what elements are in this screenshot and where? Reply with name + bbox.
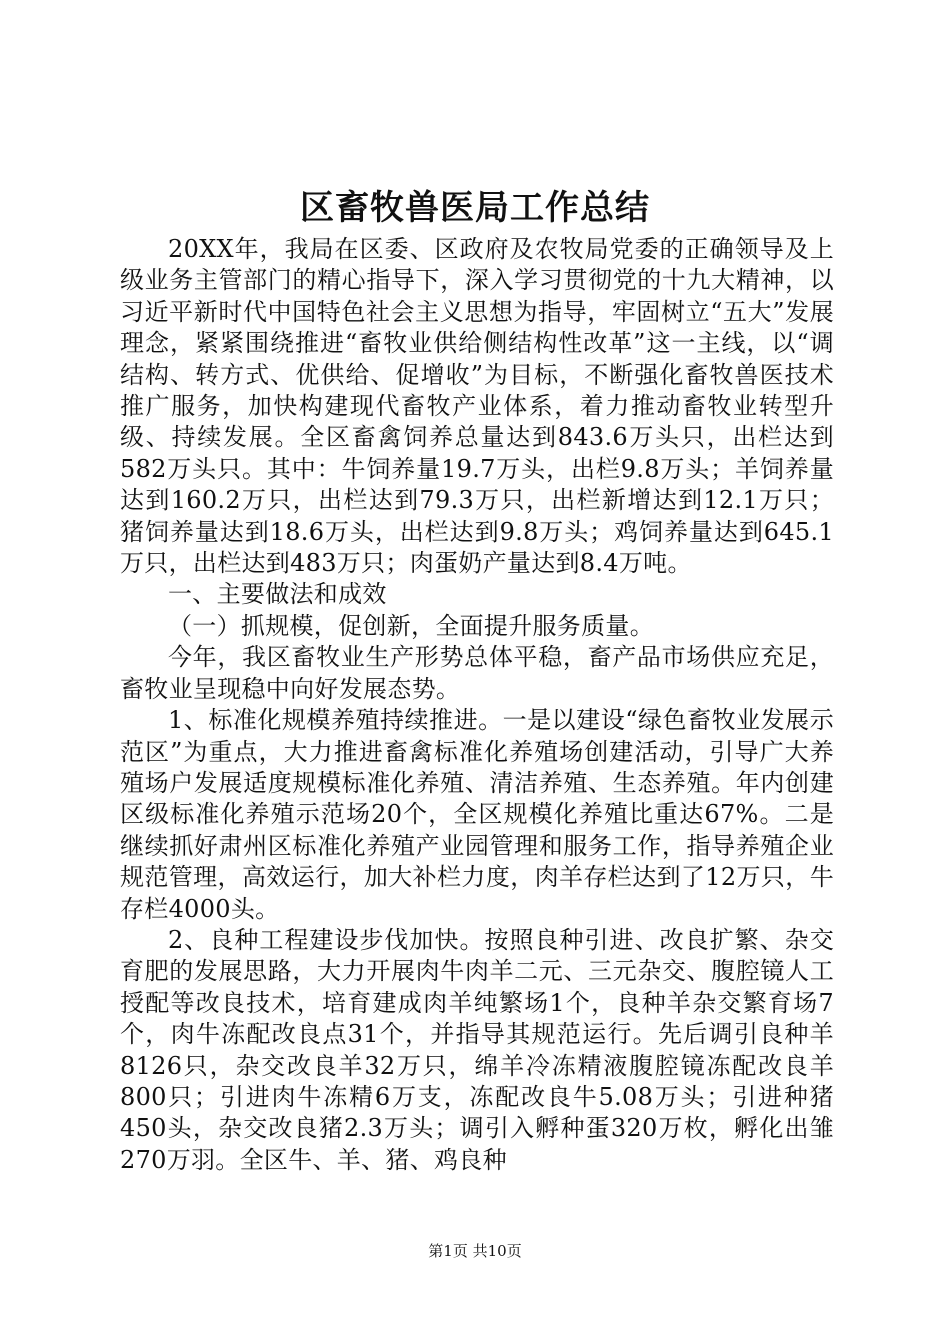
paragraph-item-2: 2、良种工程建设步伐加快。按照良种引进、改良扩繁、杂交育肥的发展思路，大力开展肉牛肉羊二元、三元杂交、腹腔镜人工授配等改良技术，培育建成肉羊纯繁场1个，良种羊杂交繁育场7个，肉牛冻配改良点31个，并指导其规范运行。先后调引良种羊8126只，杂交改良羊32万只，绵羊冷冻精液腹腔镜冻配改良羊800只；引进肉牛冻精6万支，冻配改良牛5.08万头；引进种猪450头，杂交改良猪2.3万头；调引入孵种蛋320万枚，孵化出雏270万羽。全区牛、羊、猪、鸡良种 [120, 925, 834, 1174]
document-title: 区畜牧兽医局工作总结 [300, 188, 650, 228]
page-footer: 第1页 共10页 [428, 1242, 522, 1260]
section-heading: 一、主要做法和成效 [168, 580, 387, 609]
document-body [120, 234, 834, 1176]
subsection-heading: （一）抓规模，促创新，全面提升服务质量。 [168, 611, 654, 640]
paragraph-overview: 今年，我区畜牧业生产形势总体平稳，畜产品市场供应充足，畜牧业呈现稳中向好发展态势。 [120, 643, 834, 703]
paragraph-intro: 20XX年，我局在区委、区政府及农牧局党委的正确领导及上级业务主管部门的精心指导下，深入学习贯彻党的十九大精神，以习近平新时代中国特色社会主义思想为指导，牢固树立“五大”发展理念，紧紧围绕推进“畜牧业供给侧结构性改革”这一主线，以“调结构、转方式、优供给、促增收”为目标，不断强化畜牧兽医技术推广服务，加快构建现代畜牧产业体系，着力推动畜牧业转型升级、持续发展。全区畜禽饲养总量达到843.6万头只，出栏达到582万头只。其中：牛饲养量19.7万头，出栏9.8万头；羊饲养量达到160.2万只，出栏达到79.3万只，出栏新增达到12.1万只；猪饲养量达到18.6万头，出栏达到9.8万头；鸡饲养量达到645.1万只，出栏达到483万只；肉蛋奶产量达到8.4万吨。 [120, 235, 834, 578]
paragraph-item-1: 1、标准化规模养殖持续推进。一是以建设“绿色畜牧业发展示范区”为重点，大力推进畜禽标准化养殖场创建活动，引导广大养殖场户发展适度规模标准化养殖、清洁养殖、生态养殖。年内创建区级标准化养殖示范场20个，全区规模化养殖比重达67%。二是继续抓好肃州区标准化养殖产业园管理和服务工作，指导养殖企业规范管理，高效运行，加大补栏力度，肉羊存栏达到了12万只，牛存栏4000头。 [120, 706, 834, 923]
